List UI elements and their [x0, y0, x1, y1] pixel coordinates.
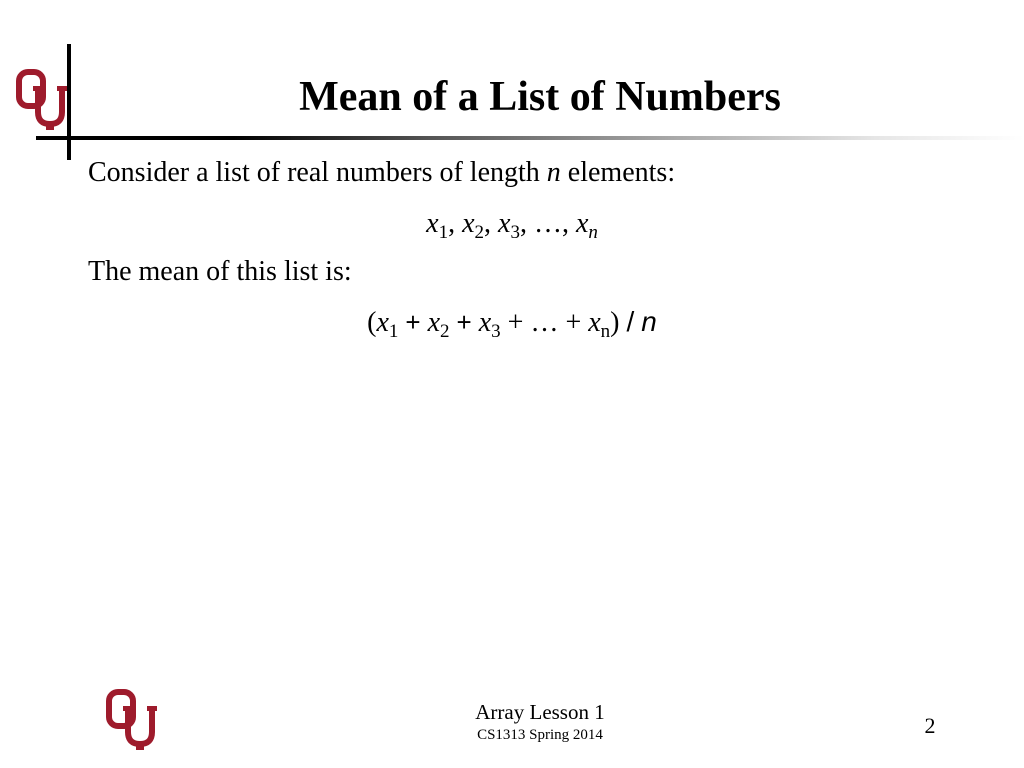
header-vertical-rule — [67, 44, 71, 160]
footer-title: Array Lesson 1 — [475, 700, 605, 724]
ou-logo-icon — [106, 688, 158, 750]
footer-subtitle: CS1313 Spring 2014 — [477, 727, 603, 743]
intro-after: elements: — [560, 157, 676, 188]
sequence-expression: $x_1$, $x_2$, $x_3$, …, $x_n$ — [426, 208, 598, 243]
ou-logo-icon — [16, 68, 68, 130]
intro-variable: n — [546, 157, 561, 188]
intro-text — [88, 156, 675, 190]
page-number: 2 — [924, 713, 936, 738]
slide-title: Mean of a List of Numbers — [299, 74, 781, 120]
header-horizontal-rule — [36, 136, 1024, 140]
intro-before: Consider a list of real numbers of length — [88, 157, 547, 188]
mean-formula: ($x_1 + x_2 + x_3$ + … + $x_n$) / n — [367, 306, 657, 342]
mean-label: The mean of this list is: — [88, 256, 352, 287]
